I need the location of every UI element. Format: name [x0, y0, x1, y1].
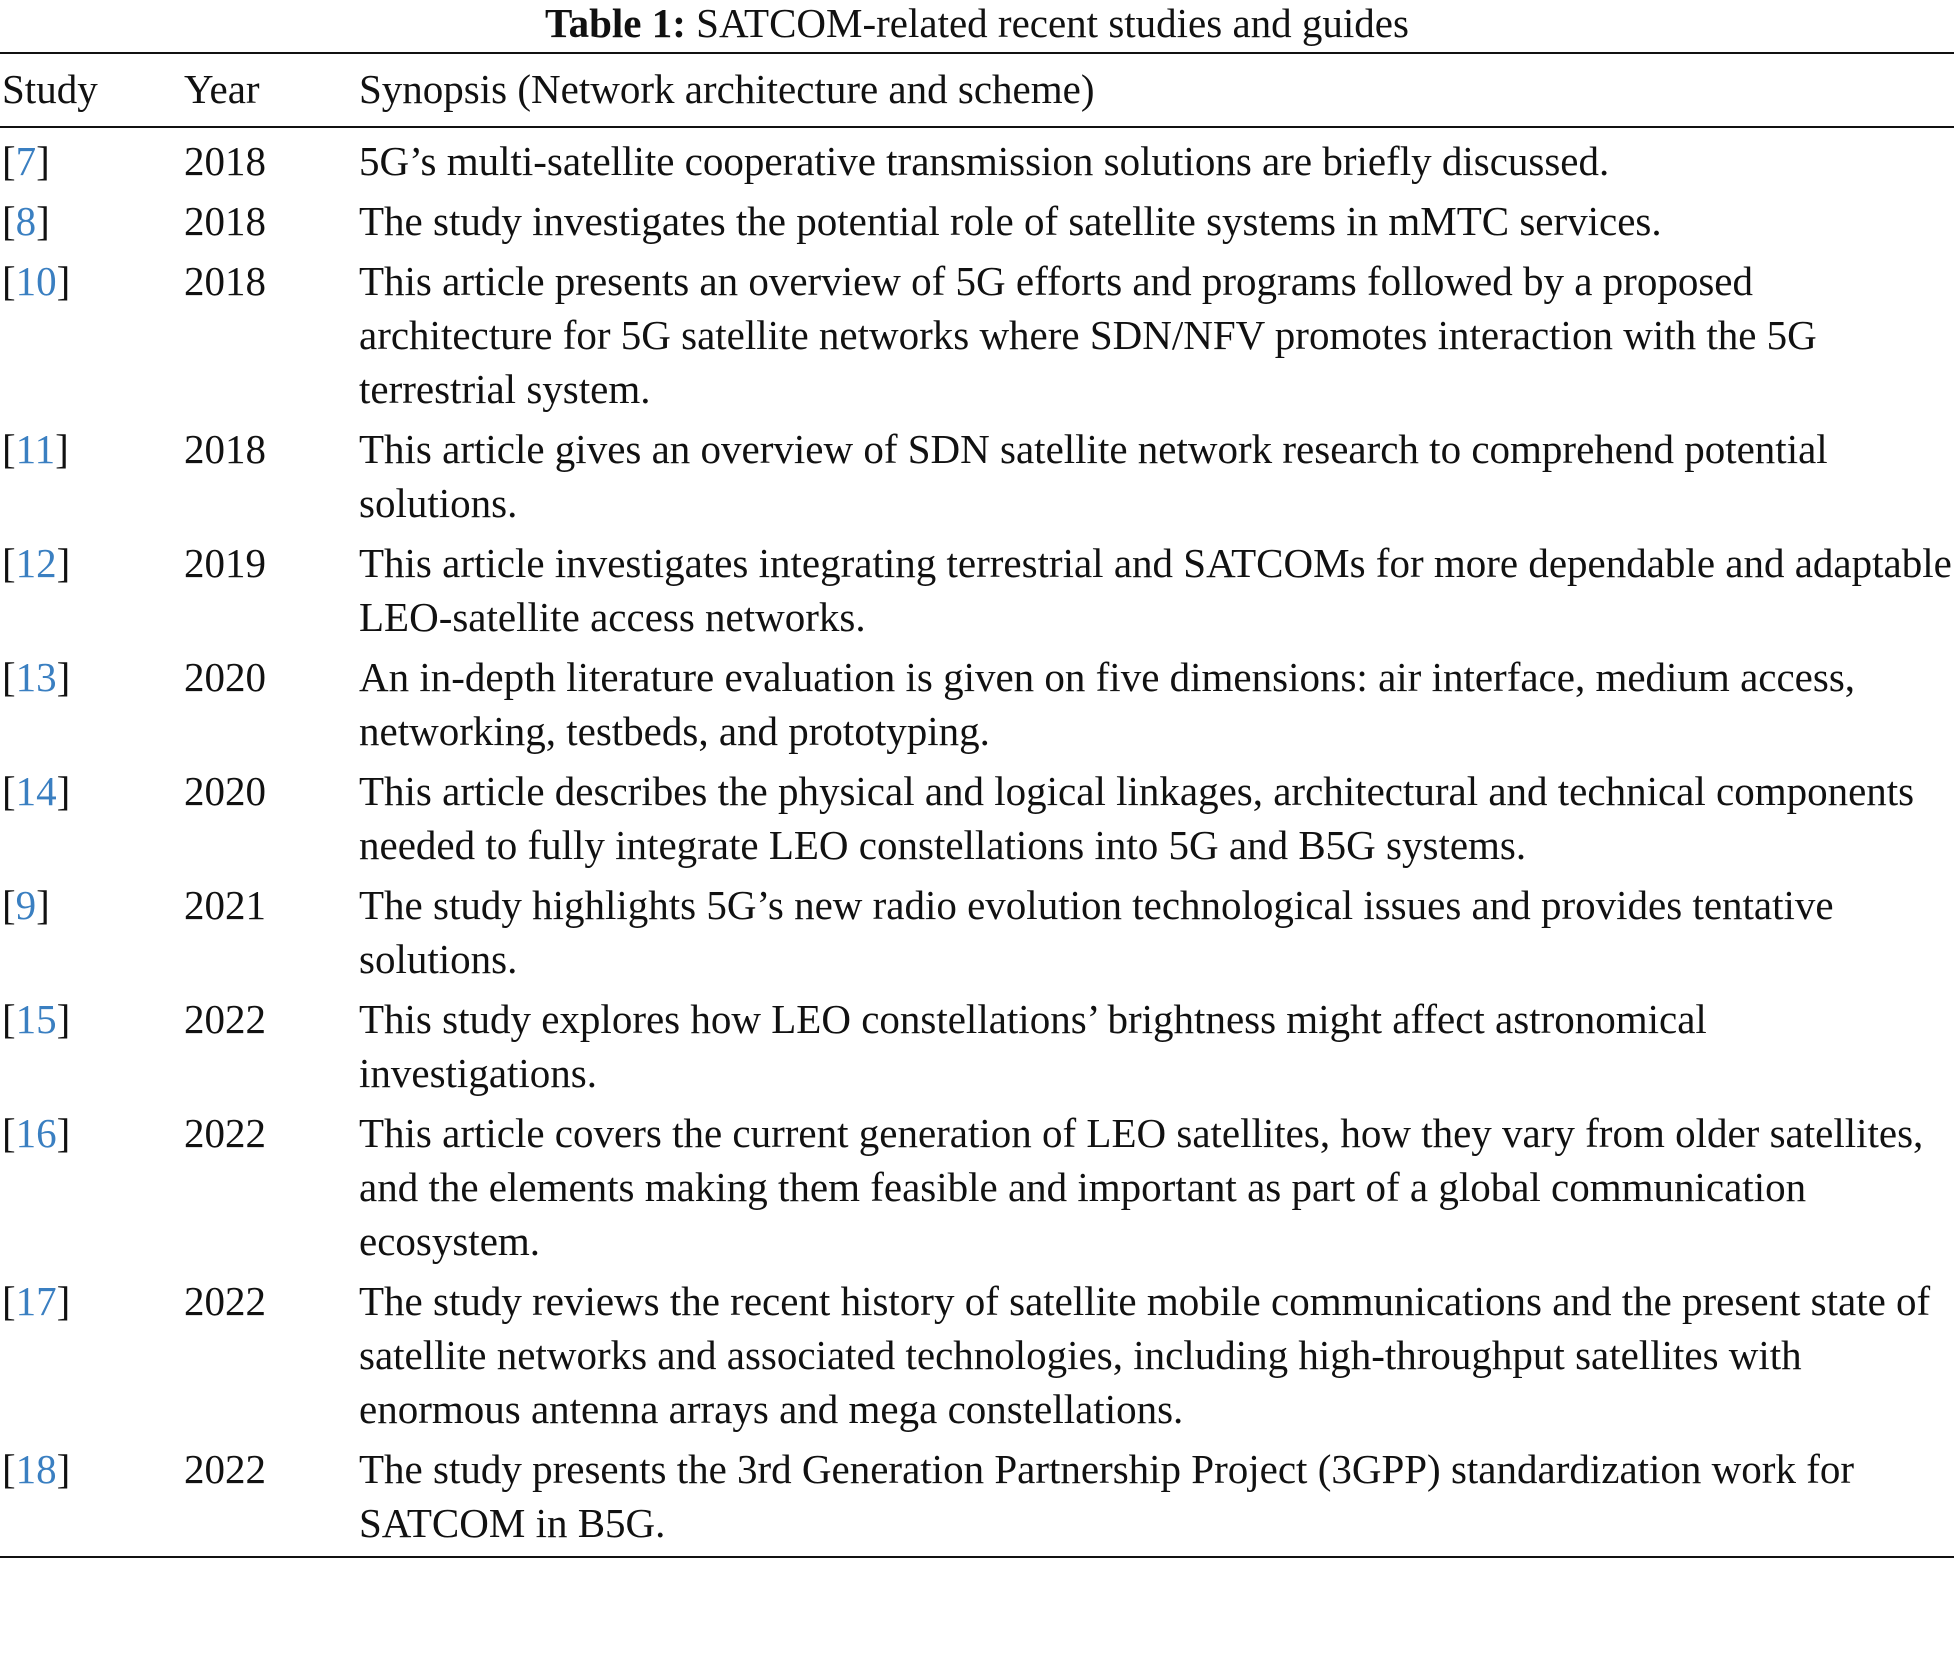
- reference-link[interactable]: 10: [15, 258, 57, 304]
- year-cell: 2018: [184, 426, 266, 472]
- table-row: [0, 1274, 1954, 1442]
- table-row: [0, 422, 1954, 536]
- year-cell: 2018: [184, 138, 266, 184]
- column-header-synopsis: Synopsis (Network architecture and scheme): [359, 66, 1095, 112]
- caption-label: Table 1:: [545, 0, 686, 46]
- table-row: [0, 1442, 1954, 1557]
- study-cell: [15]: [2, 996, 71, 1042]
- synopsis-cell: This study explores how LEO constellations’ brightness might affect astronomical investigations.: [359, 996, 1707, 1096]
- synopsis-cell: The study investigates the potential role of satellite systems in mMTC services.: [359, 198, 1662, 244]
- study-cell: [17]: [2, 1278, 71, 1324]
- year-cell: 2022: [184, 1446, 266, 1492]
- study-cell: [8]: [2, 198, 50, 244]
- year-cell: 2022: [184, 1278, 266, 1324]
- table-row: [0, 194, 1954, 254]
- reference-link[interactable]: 13: [15, 654, 57, 700]
- study-cell: [10]: [2, 258, 71, 304]
- study-cell: [16]: [2, 1110, 71, 1156]
- year-cell: 2020: [184, 768, 266, 814]
- caption-text: SATCOM-related recent studies and guides: [696, 0, 1409, 46]
- synopsis-cell: An in-depth literature evaluation is given on five dimensions: air interface, medium access, networking, testbeds, and prototyping.: [359, 654, 1856, 754]
- reference-link[interactable]: 7: [15, 138, 37, 184]
- synopsis-cell: This article gives an overview of SDN satellite network research to comprehend potential solutions.: [359, 426, 1828, 526]
- column-header-year: Year: [184, 66, 260, 112]
- synopsis-cell: The study reviews the recent history of satellite mobile communications and the present state of satellite networks and associated technologies, including high-throughput satellites with enormous antenna arrays and mega constellations.: [359, 1278, 1931, 1432]
- table-row: [0, 127, 1954, 194]
- synopsis-cell: 5G’s multi-satellite cooperative transmission solutions are briefly discussed.: [359, 138, 1610, 184]
- table-row: [0, 536, 1954, 650]
- study-cell: [7]: [2, 138, 50, 184]
- year-cell: 2022: [184, 1110, 266, 1156]
- synopsis-cell: This article describes the physical and logical linkages, architectural and technical components needed to fully integrate LEO constellations into 5G and B5G systems.: [359, 768, 1915, 868]
- table-row: [0, 1106, 1954, 1274]
- reference-link[interactable]: 15: [15, 996, 57, 1042]
- study-cell: [18]: [2, 1446, 71, 1492]
- year-cell: 2018: [184, 258, 266, 304]
- reference-link[interactable]: 8: [15, 198, 37, 244]
- reference-link[interactable]: 18: [15, 1446, 57, 1492]
- year-cell: 2019: [184, 540, 266, 586]
- reference-link[interactable]: 12: [15, 540, 57, 586]
- satcom-studies-table: [0, 52, 1954, 1558]
- study-cell: [13]: [2, 654, 71, 700]
- year-cell: 2021: [184, 882, 266, 928]
- table-row: [0, 878, 1954, 992]
- year-cell: 2022: [184, 996, 266, 1042]
- reference-link[interactable]: 9: [15, 882, 37, 928]
- year-cell: 2020: [184, 654, 266, 700]
- synopsis-cell: The study highlights 5G’s new radio evolution technological issues and provides tentative solutions.: [359, 882, 1834, 982]
- table-row: [0, 992, 1954, 1106]
- year-cell: 2018: [184, 198, 266, 244]
- study-cell: [9]: [2, 882, 50, 928]
- table-row: [0, 254, 1954, 422]
- synopsis-cell: This article presents an overview of 5G efforts and programs followed by a proposed architecture for 5G satellite networks where SDN/NFV promotes interaction with the 5G terrestrial system.: [359, 258, 1817, 412]
- table-row: [0, 650, 1954, 764]
- table-caption: [0, 0, 1954, 52]
- table-header-row: [0, 53, 1954, 127]
- synopsis-cell: This article investigates integrating terrestrial and SATCOMs for more dependable and adaptable LEO-satellite access networks.: [359, 540, 1952, 640]
- reference-link[interactable]: 17: [15, 1278, 57, 1324]
- synopsis-cell: The study presents the 3rd Generation Partnership Project (3GPP) standardization work for SATCOM in B5G.: [359, 1446, 1854, 1546]
- synopsis-cell: This article covers the current generation of LEO satellites, how they vary from older satellites, and the elements making them feasible and important as part of a global communication ecosystem.: [359, 1110, 1924, 1264]
- table-row: [0, 764, 1954, 878]
- study-cell: [14]: [2, 768, 71, 814]
- reference-link[interactable]: 11: [15, 426, 56, 472]
- column-header-study: Study: [2, 66, 98, 112]
- reference-link[interactable]: 14: [15, 768, 57, 814]
- study-cell: [11]: [2, 426, 69, 472]
- reference-link[interactable]: 16: [15, 1110, 57, 1156]
- study-cell: [12]: [2, 540, 71, 586]
